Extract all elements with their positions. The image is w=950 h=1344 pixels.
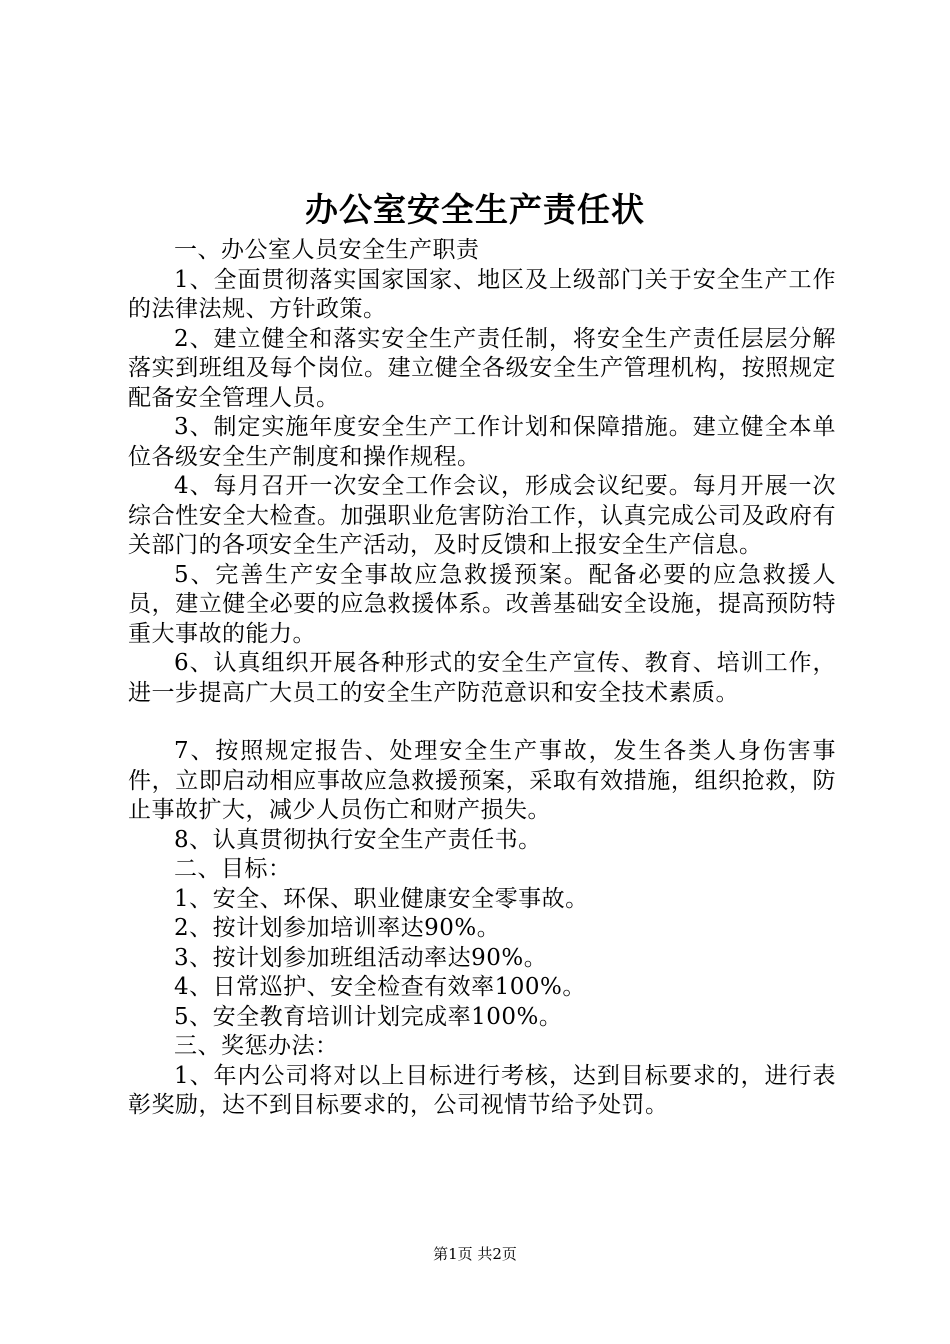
reward-item-1: 1、年内公司将对以上目标进行考核，达到目标要求的，进行表彰奖励，达不到目标要求的，公司视情节给予处罚。 bbox=[128, 1062, 836, 1118]
goal-item-3: 3、按计划参加班组活动率达90%。 bbox=[174, 944, 548, 971]
document-title: 办公室安全生产责任状 bbox=[305, 190, 645, 229]
duty-item-5: 5、完善生产安全事故应急救援预案。配备必要的应急救援人员，建立健全必要的应急救援体系。改善基础安全设施，提高预防特重大事故的能力。 bbox=[128, 561, 836, 647]
duty-item-1: 1、全面贯彻落实国家国家、地区及上级部门关于安全生产工作的法律法规、方针政策。 bbox=[128, 266, 836, 322]
section-heading-goals: 二、目标： bbox=[174, 856, 292, 882]
duty-item-6: 6、认真组织开展各种形式的安全生产宣传、教育、培训工作，进一步提高广大员工的安全生产防范意识和安全技术素质。 bbox=[128, 650, 836, 706]
duty-item-3: 3、制定实施年度安全生产工作计划和保障措施。建立健全本单位各级安全生产制度和操作规程。 bbox=[128, 414, 836, 470]
goal-item-5: 5、安全教育培训计划完成率100%。 bbox=[174, 1003, 563, 1030]
goal-item-1: 1、安全、环保、职业健康安全零事故。 bbox=[174, 885, 589, 912]
section-heading-rewards: 三、奖惩办法： bbox=[174, 1033, 339, 1059]
goal-item-4: 4、日常巡护、安全检查有效率100%。 bbox=[174, 974, 586, 1000]
duty-item-8: 8、认真贯彻执行安全生产责任书。 bbox=[174, 826, 542, 853]
document-body bbox=[128, 236, 836, 1121]
section-heading-duties: 一、办公室人员安全生产职责 bbox=[174, 237, 480, 263]
page-number-footer: 第1页 共2页 bbox=[433, 1245, 517, 1263]
duty-item-4: 4、每月召开一次安全工作会议，形成会议纪要。每月开展一次综合性安全大检查。加强职业危害防治工作，认真完成公司及政府有关部门的各项安全生产活动，及时反馈和上报安全生产信息。 bbox=[128, 473, 836, 558]
goal-item-2: 2、按计划参加培训率达90%。 bbox=[174, 915, 501, 941]
duty-item-7: 7、按照规定报告、处理安全生产事故，发生各类人身伤害事件，立即启动相应事故应急救援预案，采取有效措施，组织抢救，防止事故扩大，减少人员伤亡和财产损失。 bbox=[128, 738, 836, 823]
duty-item-2: 2、建立健全和落实安全生产责任制，将安全生产责任层层分解落实到班组及每个岗位。建立健全各级安全生产管理机构，按照规定配备安全管理人员。 bbox=[128, 325, 836, 411]
